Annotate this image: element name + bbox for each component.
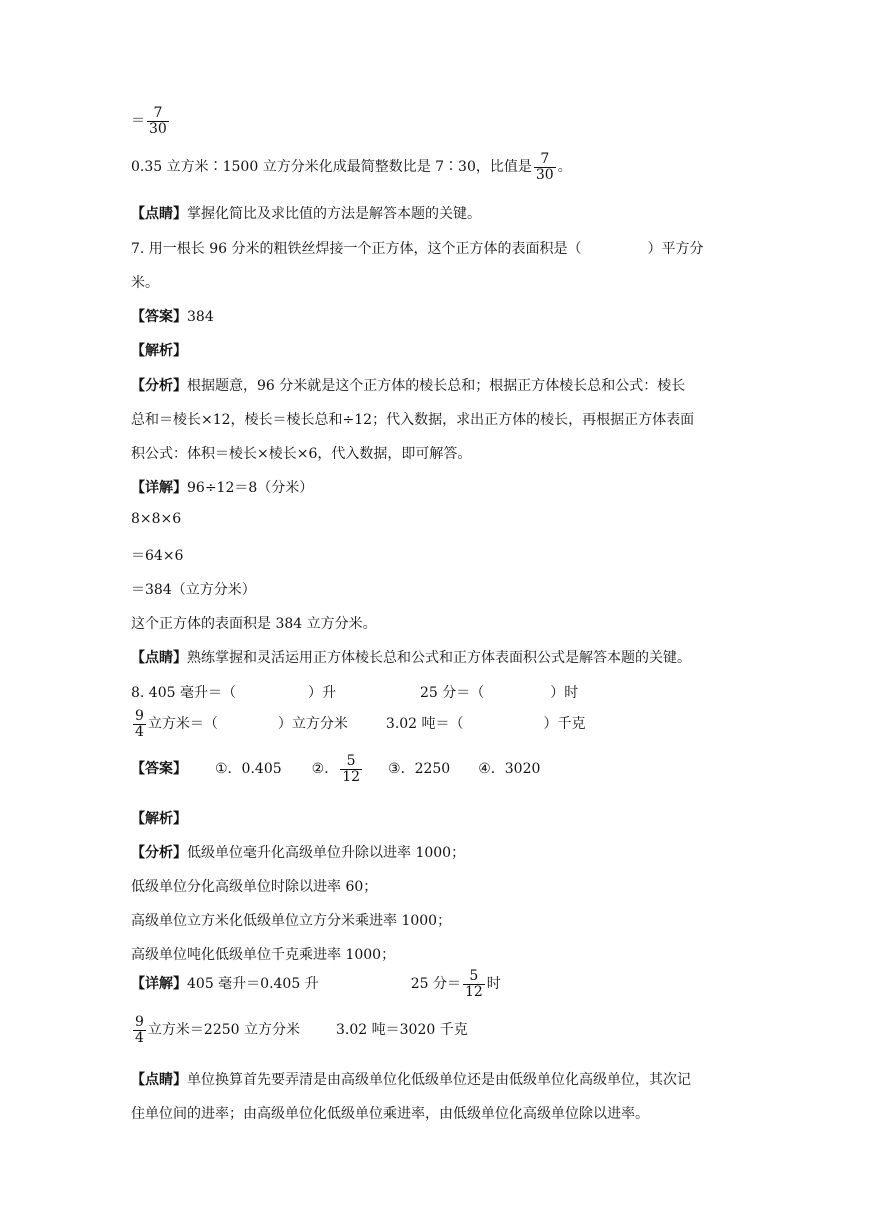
analysis-heading-7: 【解析】 [131, 343, 187, 359]
fraction: $\frac{7}{30}$ [149, 105, 167, 137]
analysis-8-line3: 高级单位立方米化低级单位立方分米乘进率 1000； [131, 913, 452, 929]
analysis-8-line4: 高级单位吨化低级单位千克乘进率 1000； [131, 947, 396, 963]
key-point-8-line1: 【点睛】单位换算首先要弄清是由高级单位化低级单位还是由低级单位化高级单位，其次记 [131, 1072, 691, 1088]
analysis-8-line2: 低级单位分化高级单位时除以进率 60； [131, 879, 378, 895]
analysis-7-line3: 积公式：体积＝棱长×棱长×6，代入数据，即可解答。 [131, 446, 472, 462]
step-4: 这个正方体的表面积是 384 立方分米。 [131, 616, 377, 632]
fraction: $\frac{5}{12}$ [464, 968, 483, 1000]
fraction: $\frac{9}{4}$ [135, 708, 144, 740]
ratio-statement: 0.35 立方米∶1500 立方分米化成最简整数比是 7∶30，比值是 $\frac{7}{30}$ 。 [131, 151, 572, 183]
answer-7: 【答案】384 [131, 309, 214, 325]
key-point-6: 【点睛】掌握化简比及求比值的方法是解答本题的关键。 [131, 206, 481, 222]
analysis-7-line2: 总和＝棱长×12，棱长＝棱长总和÷12；代入数据，求出正方体的棱长，再根据正方体表面 [131, 412, 695, 428]
key-point-7: 【点睛】熟练掌握和灵活运用正方体棱长总和公式和正方体表面积公式是解答本题的关键。 [131, 650, 691, 666]
question-7-line2: 米。 [131, 275, 159, 291]
fraction: $\frac{9}{4}$ [135, 1014, 144, 1046]
step-2: ＝64×6 [131, 548, 184, 564]
step-3: ＝384（立方分米） [131, 582, 256, 598]
key-point-8-line2: 住单位间的进率；由高级单位化低级单位乘进率，由低级单位化高级单位除以进率。 [131, 1106, 649, 1122]
analysis-heading-8: 【解析】 [131, 811, 187, 827]
equation-line [131, 106, 171, 136]
equals-sign: ＝ [131, 113, 145, 130]
fraction: $\frac{7}{30}$ [535, 151, 554, 183]
question-8-line2: $\frac{9}{4}$ 立方米＝（ ）立方分米 3.02 吨＝（ ）千克 [135, 708, 586, 740]
analysis-8-line1: 【分析】低级单位毫升化高级单位升除以进率 1000； [131, 845, 466, 861]
detail-8-line2: $\frac{9}{4}$ 立方米＝2250 立方分米 3.02 吨＝3020 千克 [135, 1014, 468, 1046]
question-7-line1: 7. 用一根长 96 分米的粗铁丝焊接一个正方体，这个正方体的表面积是（ ）平方分 [131, 241, 704, 257]
step-1: 8×8×6 [131, 511, 182, 527]
answer-8: 【答案】 ①．0.405 ②． $\frac{5}{12}$ ③．2250 ④．3020 [131, 753, 541, 785]
detail-8-line1: 【详解】405 毫升＝0.405 升 25 分＝ $\frac{5}{12}$ 时 [131, 968, 501, 1000]
question-8-line1: 8. 405 毫升＝（ ）升 25 分＝（ ）时 [131, 685, 579, 701]
fraction: $\frac{5}{12}$ [342, 753, 361, 785]
detail-7: 【详解】96÷12＝8（分米） [131, 480, 314, 496]
analysis-7-line1: 【分析】根据题意，96 分米就是这个正方体的棱长总和；根据正方体棱长总和公式：棱长 [131, 378, 686, 394]
